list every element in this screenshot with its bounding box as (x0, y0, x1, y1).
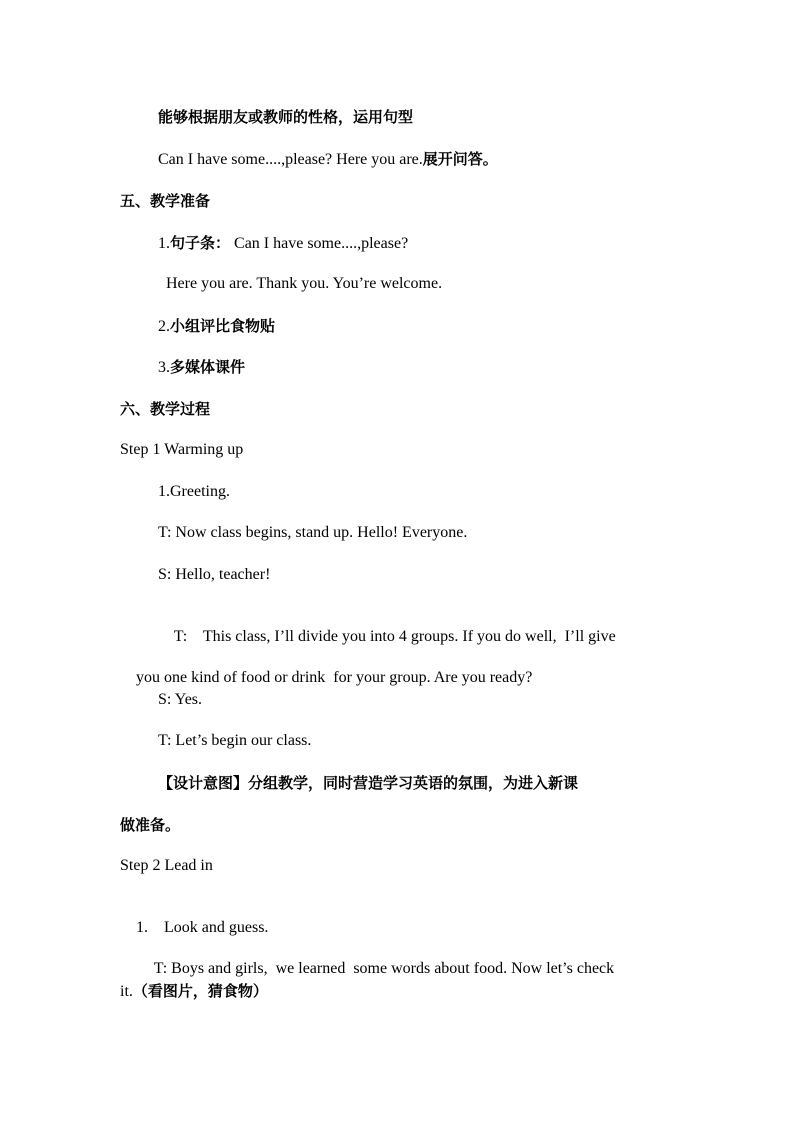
text-segment: T: Boys and girls, we learned some words about food. Now let’s check (153, 960, 615, 977)
text-segment: 六、教学过程 (120, 400, 211, 418)
step-heading (120, 856, 213, 876)
text-line (158, 316, 275, 337)
text-segment: Can I have some....,please? Here you are. (158, 151, 423, 168)
text-line (158, 357, 245, 378)
text-segment: 1. Look and guess. (136, 919, 269, 936)
text-segment: 小组评比食物贴 (170, 317, 276, 335)
text-line (120, 981, 268, 1002)
text-segment: T: Now class begins, stand up. Hello! Everyone. (158, 524, 468, 541)
text-segment: Step 1 Warming up (120, 441, 244, 458)
text-segment: S: Yes. (158, 691, 203, 708)
design-intent-note (120, 815, 180, 836)
section-heading (120, 191, 210, 212)
text-segment: 能够根据朋友或教师的性格，运用句型 (158, 108, 414, 126)
text-line (158, 565, 270, 585)
step-heading (120, 440, 243, 460)
text-line (166, 274, 442, 294)
text-line (158, 523, 467, 543)
text-segment: 【设计意图】分组教学，同时营造学习英语的氛围，为进入新课 (158, 774, 579, 792)
text-segment: 多媒体课件 (170, 358, 246, 376)
text-segment: 句子条： (170, 234, 231, 252)
text-segment: Here you are. Thank you. You’re welcome. (166, 275, 443, 292)
design-intent-note (158, 773, 578, 794)
text-segment: Step 2 Lead in (120, 857, 213, 874)
section-heading (120, 399, 210, 420)
text-segment: 2. (158, 318, 170, 335)
text-segment: （看图片，猜食物） (132, 982, 268, 1000)
text-line (158, 149, 498, 170)
text-segment: T: This class, I’ll divide you into 4 groups. If you do well, I’ll give (173, 628, 616, 645)
text-segment: T: Let’s begin our class. (158, 732, 312, 749)
text-segment: 五、教学准备 (120, 192, 211, 210)
text-line (158, 482, 230, 502)
text-segment: it. (120, 983, 133, 1000)
text-segment: you one kind of food or drink for your group. Are you ready? (136, 669, 533, 686)
text-segment: S: Hello, teacher! (158, 566, 271, 583)
text-segment: 展开问答。 (422, 150, 498, 168)
text-segment: 1.Greeting. (158, 483, 230, 500)
text-line (158, 731, 311, 751)
text-segment: 做准备。 (120, 816, 181, 834)
text-line (158, 107, 413, 128)
text-segment: Can I have some....,please? (230, 235, 409, 252)
text-line (158, 233, 408, 254)
text-segment: 1. (158, 235, 170, 252)
text-line (158, 690, 202, 710)
text-segment: 3. (158, 359, 170, 376)
